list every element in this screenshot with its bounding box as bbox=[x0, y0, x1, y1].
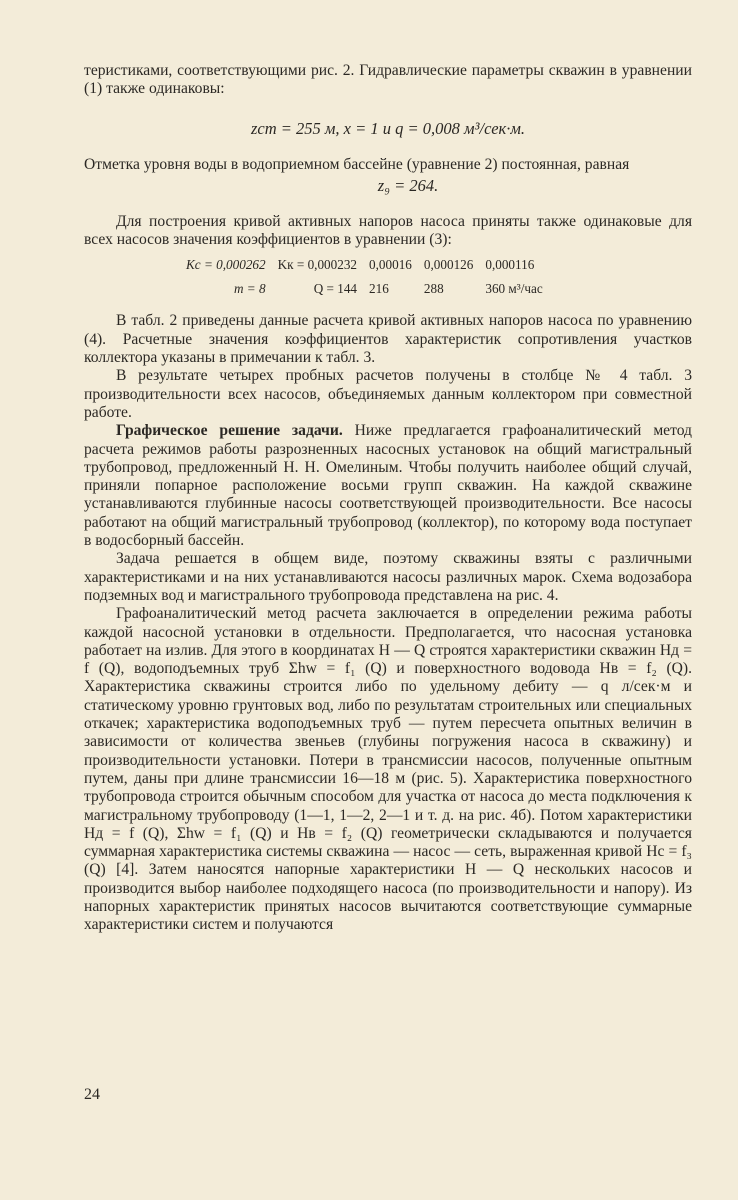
paragraph-7: Задача решается в общем виде, поэтому скважины взяты с различными характеристиками и на них устанавливаются насосы различных марок. Схема водозабора подземных вод и магистрального трубопровода представлена на рис. 4. bbox=[84, 550, 692, 604]
page-body bbox=[84, 62, 692, 935]
coef-k3: 0,00016 bbox=[369, 257, 412, 273]
paragraph-2: Отметка уровня воды в водоприемном бассейне (уравнение 2) постоянная, равная bbox=[84, 155, 630, 173]
formula-water-level: z₉ = 264. bbox=[377, 175, 439, 195]
paragraph-8: Графоаналитический метод расчета заключается в определении режима работы каждой насосной установки в отдельности. Предполагается, что насосная установка работает на излив. Для этого в координатах H — Q строятся характеристики скважин Hд = f (Q), водоподъемных труб Σhw = f₁ (Q) и поверхностного водовода Hв = f₂ (Q). Характеристика скважины строится либо по удельному дебиту — q л/сек·м и статическому уровню грунтовых вод, либо по результатам строительных или специальных откачек; характеристика водоподъемных труб — путем пересчета опытных величин в зависимости от количества звеньев (глубины погружения насоса в скважину) и производительности установки. Потери в трансмиссии насосов, полученные опытным путем, даны при длине трансмиссии 16—18 м (рис. 5). Характеристика поверхностного трубопровода строится обычным способом для участка от насоса до места подключения к магистральному трубопроводу (1—1, 1—2, 2—1 и т. д. на рис. 4б). Потом характеристики Hд = f (Q), Σhw = f₁ (Q) и Hв = f₂ (Q) геометрически складываются и получается суммарная характеристика системы скважина — насос — сеть, выраженная кривой Hс = f₃ (Q) [4]. Затем наносятся напорные характеристики H — Q нескольких насосов и производится выбор наиболее подходящего насоса (по производительности и напору). Из напорных характеристик принятых насосов вычитаются соответствующие суммарные характеристики систем и получаются bbox=[84, 605, 692, 934]
paragraph-1: теристиками, соответствующими рис. 2. Гидравлические параметры скважин в уравнении (1) также одинаковы: bbox=[84, 62, 692, 98]
paragraph-5: В результате четырех пробных расчетов получены в столбце № 4 табл. 3 производительности всех насосов, объединяемых данным коллектором при совместной работе. bbox=[84, 367, 692, 421]
coef-q2: 216 bbox=[369, 281, 389, 297]
coef-m: m = 8 bbox=[233, 281, 266, 297]
coef-kc: Kс = 0,000262 bbox=[186, 257, 266, 273]
page-number: 24 bbox=[84, 1086, 100, 1103]
paragraph-4: В табл. 2 приведены данные расчета кривой активных напоров насоса по уравнению (4). Расчетные значения коэффициентов характеристик сопротивления участков коллектора указаны в примечании к табл. 3. bbox=[84, 312, 692, 367]
coef-q4: 360 м³/час bbox=[485, 281, 543, 297]
coefficient-table bbox=[186, 253, 543, 301]
paragraph-6 bbox=[84, 422, 692, 550]
coef-k5: 0,000116 bbox=[485, 257, 535, 273]
coef-q3: 288 bbox=[423, 281, 444, 297]
paragraph-6-text: Ниже предлагается графоаналитический метод расчета режимов работы разрозненных насосных установок на общий магистральный трубопровод, предложенный Н. Н. Омелиным. Чтобы получить наиболее общий случай, приняли попарное расположение восьми групп скважин. На каждой скважине устанавливаются глубинные насосы соответствующей производительности. Все насосы работают на общий магистральный трубопровод (коллектор), по которому вода поступает в водосборный бассейн. bbox=[84, 422, 692, 550]
coef-kk: Kк = 0,000232 bbox=[277, 257, 358, 273]
formula-well-params: zст = 255 м, x = 1 и q = 0,008 м³/сек·м. bbox=[250, 118, 526, 138]
paragraph-3: Для построения кривой активных напоров насоса приняты также одинаковые для всех насосов значения коэффициентов в уравнении (3): bbox=[84, 212, 692, 249]
coef-q1: Q = 144 bbox=[313, 281, 358, 297]
coef-k4: 0,000126 bbox=[423, 257, 474, 273]
section-heading: Графическое решение задачи. bbox=[116, 422, 343, 440]
